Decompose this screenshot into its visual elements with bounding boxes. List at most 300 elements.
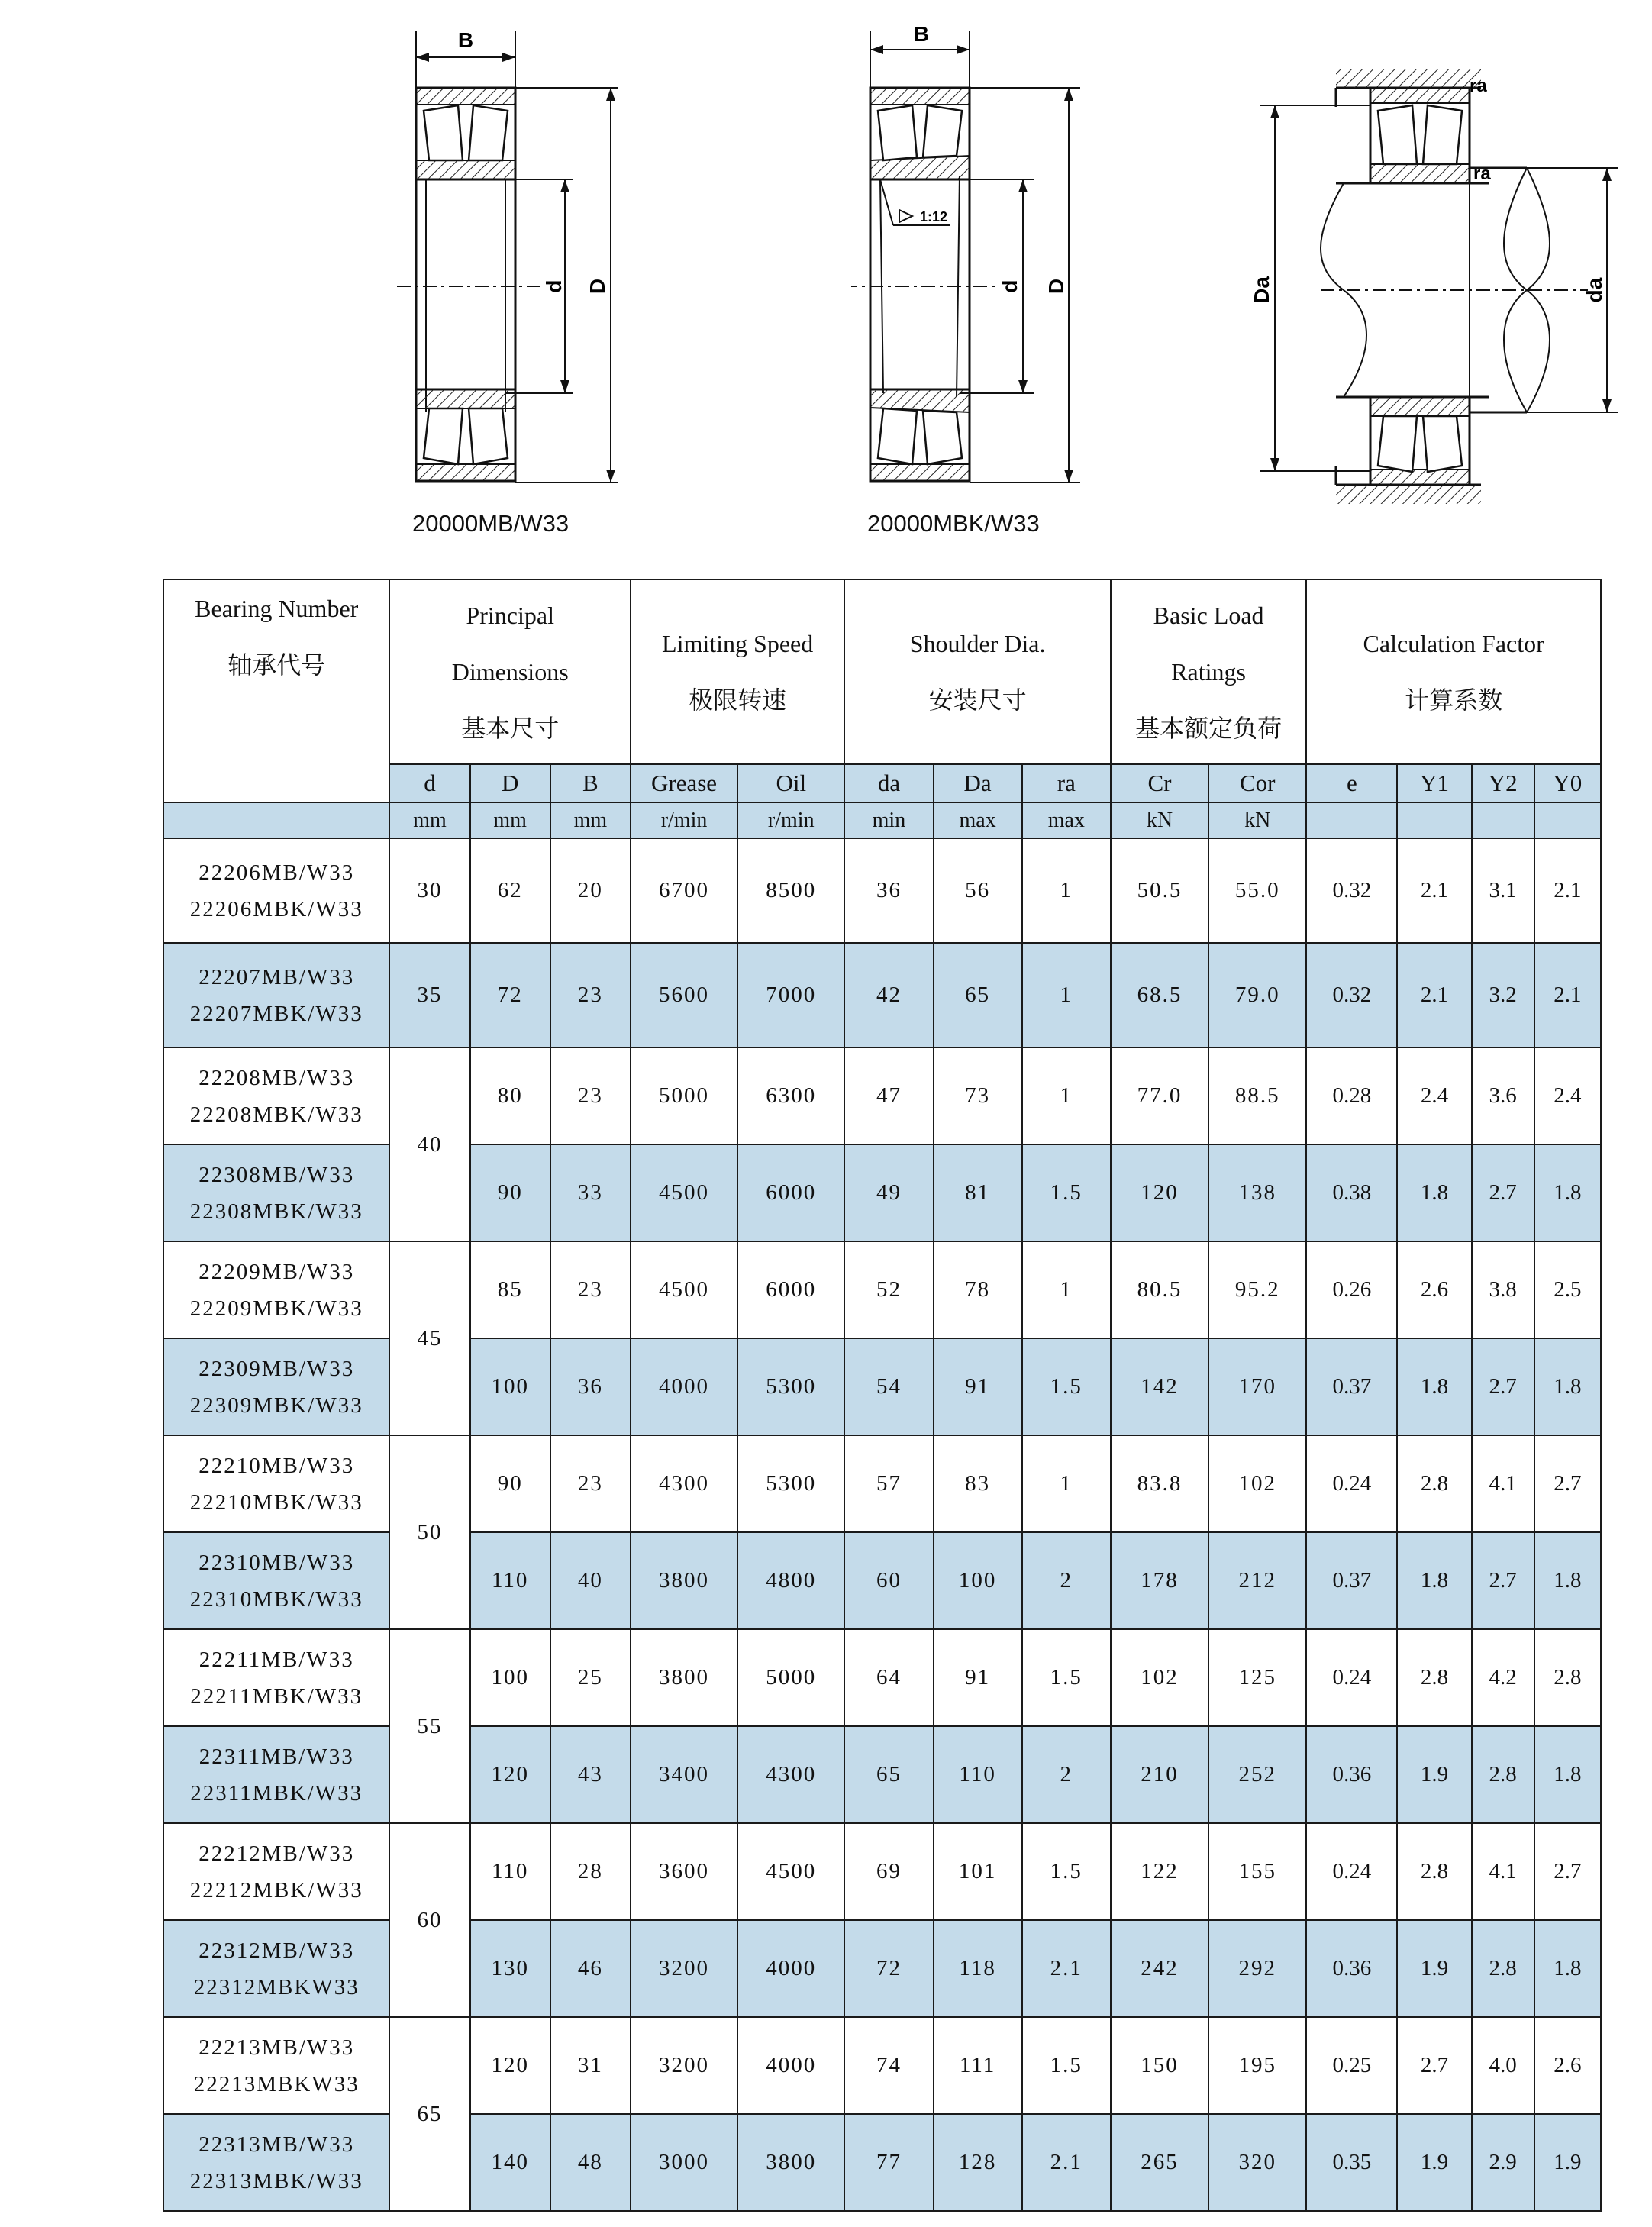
cell-cor: 292 [1208, 1920, 1306, 2017]
bearing-number-cell [163, 2114, 389, 2211]
cell-d: 65 [389, 2017, 469, 2211]
sub-cr: Cr [1111, 764, 1208, 802]
cell-grease: 3800 [631, 1532, 737, 1629]
unit-Da: max [934, 802, 1022, 838]
sub-e: e [1306, 764, 1397, 802]
bearing-number-mbk: 22208MBK/W33 [189, 1102, 363, 1127]
cell-e: 0.28 [1306, 1047, 1397, 1144]
cell-y2: 2.7 [1472, 1338, 1534, 1435]
cell-D: 100 [470, 1338, 550, 1435]
bearing-number-cell [163, 1920, 389, 2017]
cell-D: 85 [470, 1241, 550, 1338]
diagram-mounting [1221, 15, 1634, 519]
cell-oil: 4500 [737, 1823, 844, 1920]
cell-Da: 118 [934, 1920, 1022, 2017]
cell-B: 43 [550, 1726, 631, 1823]
cell-da: 52 [844, 1241, 933, 1338]
cell-grease: 3400 [631, 1726, 737, 1823]
cell-B: 23 [550, 1435, 631, 1532]
cell-D: 140 [470, 2114, 550, 2211]
table-row [163, 838, 1601, 943]
cell-Da: 91 [934, 1629, 1022, 1726]
cell-y2: 3.2 [1472, 943, 1534, 1047]
cell-y2: 3.8 [1472, 1241, 1534, 1338]
cell-ra: 1.5 [1022, 1823, 1111, 1920]
cell-grease: 6700 [631, 838, 737, 943]
cell-e: 0.25 [1306, 2017, 1397, 2114]
cell-da: 65 [844, 1726, 933, 1823]
header-calc [1306, 579, 1601, 764]
bearing-number-mbk: 22212MBK/W33 [189, 1877, 363, 1903]
cell-y1: 2.4 [1397, 1047, 1471, 1144]
cell-y1: 2.6 [1397, 1241, 1471, 1338]
cell-Da: 101 [934, 1823, 1022, 1920]
diagram-mbk [851, 15, 1095, 504]
bearing-number-mbk: 22211MBK/W33 [190, 1683, 363, 1709]
cell-cor: 212 [1208, 1532, 1306, 1629]
unit-da: min [844, 802, 933, 838]
sub-y2: Y2 [1472, 764, 1534, 802]
cell-da: 74 [844, 2017, 933, 2114]
cell-oil: 8500 [737, 838, 844, 943]
cell-ra: 1 [1022, 1241, 1111, 1338]
cell-e: 0.32 [1306, 838, 1397, 943]
cell-y2: 3.1 [1472, 838, 1534, 943]
bearing-mbk-drawing [851, 15, 1095, 504]
bearing-number-mbk: 22312MBKW33 [193, 1974, 360, 1999]
header-load [1111, 579, 1306, 764]
table-row [163, 943, 1601, 1047]
cell-y2: 2.9 [1472, 2114, 1534, 2211]
cell-Da: 128 [934, 2114, 1022, 2211]
header-speed-en: Limiting Speed [662, 630, 814, 658]
cell-cr: 80.5 [1111, 1241, 1208, 1338]
header-shoulder-cn: 安装尺寸 [928, 686, 1027, 715]
dim-B-label: B [457, 28, 474, 52]
table-row [163, 1338, 1601, 1435]
ra-label-top: ra [1470, 76, 1487, 96]
bearing-number-mb: 22213MB/W33 [198, 2035, 355, 2060]
sub-D: D [470, 764, 550, 802]
bearing-number-cell [163, 1047, 389, 1144]
unit-cor: kN [1208, 802, 1306, 838]
cell-cr: 265 [1111, 2114, 1208, 2211]
cell-y0: 2.6 [1534, 2017, 1601, 2114]
bearing-number-mb: 22209MB/W33 [198, 1259, 355, 1284]
bearing-number-mb: 22207MB/W33 [198, 964, 355, 989]
bearing-number-cell [163, 1338, 389, 1435]
cell-B: 46 [550, 1920, 631, 2017]
cell-e: 0.24 [1306, 1823, 1397, 1920]
cell-e: 0.24 [1306, 1435, 1397, 1532]
cell-B: 23 [550, 1047, 631, 1144]
cell-y2: 4.2 [1472, 1629, 1534, 1726]
header-load-cn: 基本额定负荷 [1135, 715, 1283, 743]
table-row [163, 1241, 1601, 1338]
cell-d: 60 [389, 1823, 469, 2017]
cell-da: 47 [844, 1047, 933, 1144]
cell-ra: 2 [1022, 1726, 1111, 1823]
bearing-number-mbk: 22309MBK/W33 [189, 1393, 363, 1418]
bearing-number-mb: 22309MB/W33 [198, 1356, 355, 1381]
sub-da: da [844, 764, 933, 802]
cell-oil: 3800 [737, 2114, 844, 2211]
cell-Da: 73 [934, 1047, 1022, 1144]
cell-e: 0.38 [1306, 1144, 1397, 1241]
sub-oil: Oil [737, 764, 844, 802]
cell-cor: 79.0 [1208, 943, 1306, 1047]
cell-y1: 1.8 [1397, 1144, 1471, 1241]
bearing-number-cell [163, 838, 389, 943]
cell-ra: 1.5 [1022, 1144, 1111, 1241]
cell-D: 130 [470, 1920, 550, 2017]
cell-y0: 2.1 [1534, 943, 1601, 1047]
cell-y1: 1.8 [1397, 1532, 1471, 1629]
bearing-number-mbk: 22210MBK/W33 [189, 1490, 363, 1515]
cell-y1: 2.8 [1397, 1823, 1471, 1920]
cell-e: 0.35 [1306, 2114, 1397, 2211]
cell-cr: 83.8 [1111, 1435, 1208, 1532]
cell-cor: 320 [1208, 2114, 1306, 2211]
sub-y0: Y0 [1534, 764, 1601, 802]
bearing-number-cell [163, 1532, 389, 1629]
cell-y0: 1.8 [1534, 1920, 1601, 2017]
cell-cor: 55.0 [1208, 838, 1306, 943]
cell-grease: 4000 [631, 1338, 737, 1435]
table-row [163, 1144, 1601, 1241]
cell-ra: 1 [1022, 838, 1111, 943]
table-body [163, 838, 1601, 2211]
cell-cr: 210 [1111, 1726, 1208, 1823]
bearing-number-cell [163, 2017, 389, 2114]
cell-y2: 2.8 [1472, 1920, 1534, 2017]
cell-ra: 1.5 [1022, 2017, 1111, 2114]
cell-y1: 1.9 [1397, 1726, 1471, 1823]
sub-d: d [389, 764, 469, 802]
cell-oil: 5300 [737, 1435, 844, 1532]
header-principal-cn: 基本尺寸 [461, 715, 560, 743]
bearing-number-mbk: 22313MBK/W33 [189, 2168, 363, 2193]
cell-y1: 2.7 [1397, 2017, 1471, 2114]
cell-y1: 1.9 [1397, 1920, 1471, 2017]
cell-da: 69 [844, 1823, 933, 1920]
bearing-number-mb: 22210MB/W33 [198, 1453, 355, 1478]
cell-cor: 102 [1208, 1435, 1306, 1532]
dim-D-label: D [586, 278, 609, 295]
header-speed-cn: 极限转速 [689, 686, 787, 715]
cell-Da: 91 [934, 1338, 1022, 1435]
cell-ra: 1 [1022, 1047, 1111, 1144]
unit-d: mm [389, 802, 469, 838]
cell-oil: 6000 [737, 1241, 844, 1338]
cell-ra: 2.1 [1022, 2114, 1111, 2211]
diagram-mb [397, 15, 641, 504]
caption-mbk: 20000MBK/W33 [867, 510, 1040, 537]
cell-D: 120 [470, 1726, 550, 1823]
cell-d: 35 [389, 943, 469, 1047]
bearing-number-cell [163, 1144, 389, 1241]
bearing-number-cell [163, 943, 389, 1047]
cell-cr: 242 [1111, 1920, 1208, 2017]
bearing-number-mb: 22311MB/W33 [198, 1744, 354, 1769]
cell-y0: 1.8 [1534, 1144, 1601, 1241]
cell-D: 62 [470, 838, 550, 943]
cell-d: 55 [389, 1629, 469, 1823]
cell-da: 36 [844, 838, 933, 943]
cell-grease: 4500 [631, 1144, 737, 1241]
header-principal-en2: Dimensions [451, 658, 569, 686]
cell-grease: 4300 [631, 1435, 737, 1532]
cell-y2: 3.6 [1472, 1047, 1534, 1144]
cell-y1: 1.8 [1397, 1338, 1471, 1435]
bearing-number-cell [163, 1435, 389, 1532]
cell-y1: 2.1 [1397, 943, 1471, 1047]
cell-grease: 3000 [631, 2114, 737, 2211]
cell-B: 33 [550, 1144, 631, 1241]
bearing-number-mbk: 22213MBKW33 [193, 2071, 360, 2096]
header-shoulder-en: Shoulder Dia. [909, 630, 1046, 658]
bearing-number-cell [163, 1823, 389, 1920]
cell-y2: 4.0 [1472, 2017, 1534, 2114]
bearing-number-mb: 22208MB/W33 [198, 1065, 355, 1090]
cell-da: 64 [844, 1629, 933, 1726]
bearing-number-mb: 22313MB/W33 [198, 2132, 355, 2157]
header-row-group [163, 579, 1601, 764]
cell-ra: 2.1 [1022, 1920, 1111, 2017]
header-bearing-number-cn: 轴承代号 [227, 651, 326, 679]
cell-da: 42 [844, 943, 933, 1047]
sub-B: B [550, 764, 631, 802]
bearing-number-mb: 22211MB/W33 [198, 1647, 354, 1672]
table-row [163, 1532, 1601, 1629]
cell-D: 80 [470, 1047, 550, 1144]
cell-d: 50 [389, 1435, 469, 1629]
bearing-number-mbk: 22311MBK/W33 [190, 1780, 363, 1806]
unit-y1 [1397, 802, 1471, 838]
cell-oil: 4000 [737, 2017, 844, 2114]
bearing-number-mb: 22312MB/W33 [198, 1938, 355, 1963]
cell-da: 54 [844, 1338, 933, 1435]
cell-y0: 1.8 [1534, 1338, 1601, 1435]
cell-d: 30 [389, 838, 469, 943]
cell-ra: 1.5 [1022, 1629, 1111, 1726]
header-calc-cn: 计算系数 [1405, 686, 1503, 715]
sub-Da: Da [934, 764, 1022, 802]
cell-cor: 170 [1208, 1338, 1306, 1435]
cell-d: 40 [389, 1047, 469, 1241]
cell-cr: 50.5 [1111, 838, 1208, 943]
mounting-drawing [1221, 15, 1634, 519]
dim-d-label: d [542, 279, 566, 293]
cell-y1: 2.8 [1397, 1435, 1471, 1532]
cell-oil: 6000 [737, 1144, 844, 1241]
cell-B: 36 [550, 1338, 631, 1435]
bearing-number-mb: 22310MB/W33 [198, 1550, 355, 1575]
unit-e [1306, 802, 1397, 838]
cell-oil: 5300 [737, 1338, 844, 1435]
table-row [163, 1823, 1601, 1920]
cell-B: 48 [550, 2114, 631, 2211]
header-load-en1: Basic Load [1153, 602, 1264, 630]
cell-cor: 155 [1208, 1823, 1306, 1920]
cell-y0: 1.9 [1534, 2114, 1601, 2211]
cell-oil: 6300 [737, 1047, 844, 1144]
cell-Da: 100 [934, 1532, 1022, 1629]
header-shoulder [844, 579, 1111, 764]
cell-ra: 2 [1022, 1532, 1111, 1629]
dim-Da-label: Da [1250, 276, 1273, 304]
header-bearing-number [163, 579, 389, 802]
cell-D: 90 [470, 1435, 550, 1532]
cell-da: 57 [844, 1435, 933, 1532]
cell-B: 40 [550, 1532, 631, 1629]
cell-cr: 142 [1111, 1338, 1208, 1435]
bearing-number-mbk: 22209MBK/W33 [189, 1296, 363, 1321]
cell-B: 23 [550, 1241, 631, 1338]
unit-y2 [1472, 802, 1534, 838]
table-row [163, 1629, 1601, 1726]
cell-oil: 4800 [737, 1532, 844, 1629]
cell-D: 100 [470, 1629, 550, 1726]
cell-y0: 2.1 [1534, 838, 1601, 943]
table-row [163, 2017, 1601, 2114]
cell-grease: 3600 [631, 1823, 737, 1920]
cell-grease: 4500 [631, 1241, 737, 1338]
cell-cor: 195 [1208, 2017, 1306, 2114]
dim-B-label-k: B [913, 22, 930, 46]
cell-cr: 68.5 [1111, 943, 1208, 1047]
cell-y0: 1.8 [1534, 1532, 1601, 1629]
cell-grease: 5600 [631, 943, 737, 1047]
cell-da: 77 [844, 2114, 933, 2211]
cell-grease: 3200 [631, 2017, 737, 2114]
table-row [163, 1920, 1601, 2017]
cell-Da: 78 [934, 1241, 1022, 1338]
bearing-number-cell [163, 1629, 389, 1726]
cell-d: 45 [389, 1241, 469, 1435]
cell-da: 49 [844, 1144, 933, 1241]
cell-Da: 81 [934, 1144, 1022, 1241]
cell-Da: 83 [934, 1435, 1022, 1532]
cell-y0: 2.4 [1534, 1047, 1601, 1144]
dim-d-label-k: d [998, 279, 1021, 293]
caption-mb: 20000MB/W33 [412, 510, 569, 537]
unit-grease: r/min [631, 802, 737, 838]
cell-e: 0.37 [1306, 1338, 1397, 1435]
bearing-number-mb: 22212MB/W33 [198, 1841, 355, 1866]
cell-y0: 2.8 [1534, 1629, 1601, 1726]
unit-cr: kN [1111, 802, 1208, 838]
header-speed [631, 579, 844, 764]
cell-e: 0.36 [1306, 1920, 1397, 2017]
cell-cor: 88.5 [1208, 1047, 1306, 1144]
bearing-number-mb: 22206MB/W33 [198, 860, 355, 885]
units-row [163, 802, 1601, 838]
ra-label-inner: ra [1473, 163, 1491, 184]
cell-B: 28 [550, 1823, 631, 1920]
cell-oil: 4300 [737, 1726, 844, 1823]
cell-cor: 138 [1208, 1144, 1306, 1241]
table-row [163, 1435, 1601, 1532]
dim-da-label: da [1583, 277, 1606, 303]
cell-cr: 150 [1111, 2017, 1208, 2114]
sub-y1: Y1 [1397, 764, 1471, 802]
cell-Da: 65 [934, 943, 1022, 1047]
cell-grease: 5000 [631, 1047, 737, 1144]
sub-ra: ra [1022, 764, 1111, 802]
unit-D: mm [470, 802, 550, 838]
header-bearing-number-en: Bearing Number [195, 595, 359, 622]
bearing-number-cell [163, 1726, 389, 1823]
bearing-number-mb: 22308MB/W33 [198, 1162, 355, 1187]
bearing-spec-table [163, 579, 1602, 2212]
cell-cor: 95.2 [1208, 1241, 1306, 1338]
cell-D: 120 [470, 2017, 550, 2114]
cell-B: 23 [550, 943, 631, 1047]
dim-D-label-k: D [1044, 278, 1068, 295]
cell-B: 25 [550, 1629, 631, 1726]
bearing-number-mbk: 22206MBK/W33 [189, 896, 363, 921]
bearing-diagrams [0, 0, 1652, 565]
cell-e: 0.26 [1306, 1241, 1397, 1338]
cell-e: 0.36 [1306, 1726, 1397, 1823]
cell-grease: 3800 [631, 1629, 737, 1726]
cell-y0: 2.7 [1534, 1823, 1601, 1920]
cell-da: 72 [844, 1920, 933, 2017]
cell-oil: 5000 [737, 1629, 844, 1726]
bearing-number-mbk: 22310MBK/W33 [189, 1586, 363, 1612]
table-row [163, 2114, 1601, 2211]
cell-y0: 2.5 [1534, 1241, 1601, 1338]
cell-y0: 2.7 [1534, 1435, 1601, 1532]
cell-y2: 4.1 [1472, 1435, 1534, 1532]
cell-cr: 77.0 [1111, 1047, 1208, 1144]
cell-D: 72 [470, 943, 550, 1047]
cell-e: 0.37 [1306, 1532, 1397, 1629]
cell-y1: 2.1 [1397, 838, 1471, 943]
sub-cor: Cor [1208, 764, 1306, 802]
cell-y1: 2.8 [1397, 1629, 1471, 1726]
unit-oil: r/min [737, 802, 844, 838]
cell-y2: 2.7 [1472, 1144, 1534, 1241]
cell-D: 110 [470, 1823, 550, 1920]
header-calc-en: Calculation Factor [1363, 630, 1544, 658]
unit-B: mm [550, 802, 631, 838]
cell-cr: 102 [1111, 1629, 1208, 1726]
cell-oil: 4000 [737, 1920, 844, 2017]
cell-D: 90 [470, 1144, 550, 1241]
cell-y1: 1.9 [1397, 2114, 1471, 2211]
table-row [163, 1047, 1601, 1144]
bearing-number-cell [163, 1241, 389, 1338]
cell-Da: 111 [934, 2017, 1022, 2114]
cell-e: 0.24 [1306, 1629, 1397, 1726]
bearing-number-mbk: 22207MBK/W33 [189, 1001, 363, 1026]
bearing-number-mbk: 22308MBK/W33 [189, 1199, 363, 1224]
cell-ra: 1 [1022, 943, 1111, 1047]
taper-label: 1:12 [919, 209, 948, 224]
cell-cr: 122 [1111, 1823, 1208, 1920]
cell-B: 20 [550, 838, 631, 943]
cell-cor: 125 [1208, 1629, 1306, 1726]
cell-y2: 2.8 [1472, 1726, 1534, 1823]
cell-cor: 252 [1208, 1726, 1306, 1823]
unit-y0 [1534, 802, 1601, 838]
cell-ra: 1.5 [1022, 1338, 1111, 1435]
cell-y2: 2.7 [1472, 1532, 1534, 1629]
cell-cr: 178 [1111, 1532, 1208, 1629]
cell-cr: 120 [1111, 1144, 1208, 1241]
